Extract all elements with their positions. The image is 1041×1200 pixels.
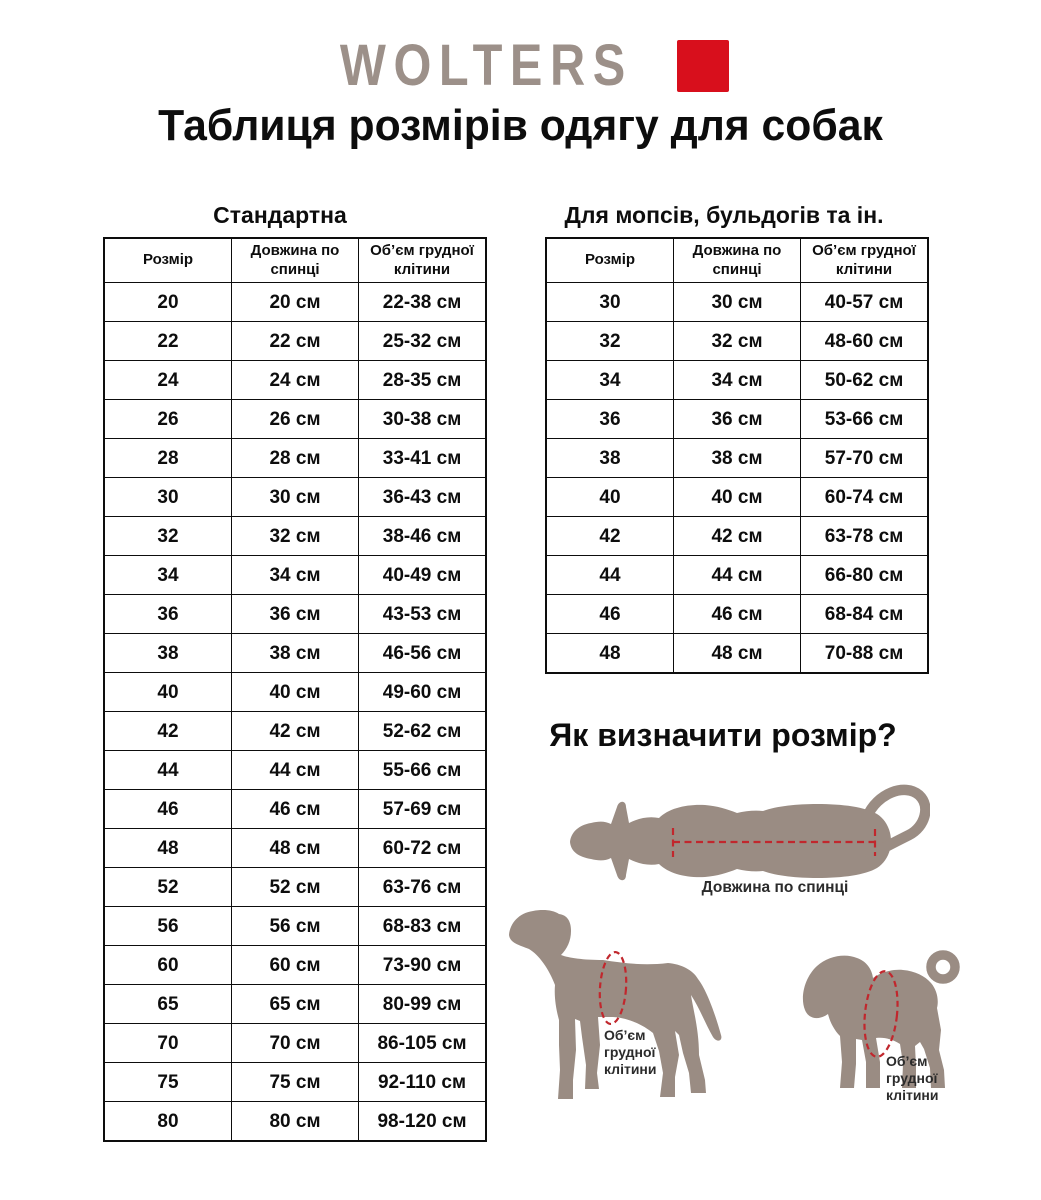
table-cell: 63-78 см — [801, 517, 929, 556]
table-cell: 42 — [546, 517, 674, 556]
table-row — [104, 907, 486, 946]
table-cell: 38 см — [232, 634, 359, 673]
back-length-label: Довжина по спинці — [701, 879, 849, 896]
table-row — [546, 322, 928, 361]
column-header: Довжина по спинці — [232, 238, 359, 283]
table-cell: 48 см — [232, 829, 359, 868]
table-cell: 30 — [546, 283, 674, 322]
table-cell: 34 см — [232, 556, 359, 595]
how-to-measure-title: Як визначити розмір? — [549, 717, 897, 753]
table-cell: 42 см — [674, 517, 801, 556]
table-cell: 65 — [104, 985, 232, 1024]
flat-faced-size-table — [545, 237, 929, 674]
table-row — [104, 751, 486, 790]
standard-table-title: Стандартна — [213, 202, 347, 228]
table-cell: 44 см — [232, 751, 359, 790]
table-cell: 32 — [546, 322, 674, 361]
table-cell: 25-32 см — [359, 322, 487, 361]
table-row — [104, 790, 486, 829]
table-cell: 60 — [104, 946, 232, 985]
table-row — [104, 283, 486, 322]
table-row — [104, 946, 486, 985]
table-cell: 26 см — [232, 400, 359, 439]
table-cell: 44 см — [674, 556, 801, 595]
table-cell: 70 — [104, 1024, 232, 1063]
table-cell: 46 см — [232, 790, 359, 829]
table-cell: 20 — [104, 283, 232, 322]
table-cell: 32 см — [674, 322, 801, 361]
table-cell: 68-84 см — [801, 595, 929, 634]
table-cell: 33-41 см — [359, 439, 487, 478]
table-cell: 20 см — [232, 283, 359, 322]
table-cell: 22 — [104, 322, 232, 361]
standard-size-table — [103, 237, 487, 1142]
table-cell: 56 см — [232, 907, 359, 946]
table-cell: 48 — [104, 829, 232, 868]
table-row — [546, 478, 928, 517]
table-cell: 36 см — [232, 595, 359, 634]
table-row — [104, 829, 486, 868]
table-row — [104, 322, 486, 361]
table-cell: 30-38 см — [359, 400, 487, 439]
table-cell: 22 см — [232, 322, 359, 361]
table-row — [104, 556, 486, 595]
table-cell: 42 — [104, 712, 232, 751]
table-cell: 66-80 см — [801, 556, 929, 595]
table-row — [546, 517, 928, 556]
table-cell: 40 — [104, 673, 232, 712]
table-cell: 49-60 см — [359, 673, 487, 712]
table-cell: 34 — [546, 361, 674, 400]
table-row — [546, 556, 928, 595]
table-cell: 75 — [104, 1063, 232, 1102]
table-row — [104, 400, 486, 439]
brand-logo-square — [677, 40, 729, 92]
table-cell: 57-70 см — [801, 439, 929, 478]
table-cell: 44 — [546, 556, 674, 595]
chest-girth-label-pug: Об’єм грудної клітини — [886, 1053, 939, 1104]
table-cell: 40 см — [232, 673, 359, 712]
table-cell: 46-56 см — [359, 634, 487, 673]
dog-top-view-silhouette — [565, 777, 930, 885]
table-row — [104, 868, 486, 907]
table-row — [104, 439, 486, 478]
table-cell: 60 см — [232, 946, 359, 985]
chest-girth-label-standing: Об’єм грудної клітини — [604, 1027, 657, 1078]
page-title: Таблиця розмірів одягу для собак — [158, 101, 883, 150]
table-cell: 56 — [104, 907, 232, 946]
table-cell: 98-120 см — [359, 1102, 487, 1142]
table-cell: 48 см — [674, 634, 801, 674]
column-header: Об’єм грудної клітини — [359, 238, 487, 283]
table-cell: 36-43 см — [359, 478, 487, 517]
table-cell: 80 см — [232, 1102, 359, 1142]
table-cell: 70-88 см — [801, 634, 929, 674]
pug-curled-tail — [931, 955, 955, 979]
table-cell: 46 — [104, 790, 232, 829]
column-header: Об’єм грудної клітини — [801, 238, 929, 283]
table-cell: 80 — [104, 1102, 232, 1142]
column-header: Розмір — [104, 238, 232, 283]
table-cell: 36 — [104, 595, 232, 634]
table-row — [104, 361, 486, 400]
table-cell: 53-66 см — [801, 400, 929, 439]
table-row — [104, 517, 486, 556]
table-row — [104, 595, 486, 634]
table-row — [546, 634, 928, 674]
table-row — [104, 634, 486, 673]
table-row — [104, 712, 486, 751]
table-row — [546, 439, 928, 478]
brand-logo-text: WOLTERS — [340, 33, 633, 98]
standard-table-header-row — [104, 238, 486, 283]
table-cell: 32 см — [232, 517, 359, 556]
table-cell: 28 — [104, 439, 232, 478]
table-cell: 86-105 см — [359, 1024, 487, 1063]
table-cell: 68-83 см — [359, 907, 487, 946]
table-cell: 50-62 см — [801, 361, 929, 400]
table-row — [104, 478, 486, 517]
table-cell: 65 см — [232, 985, 359, 1024]
table-cell: 30 см — [232, 478, 359, 517]
table-cell: 26 — [104, 400, 232, 439]
table-cell: 32 — [104, 517, 232, 556]
table-cell: 36 см — [674, 400, 801, 439]
table-cell: 44 — [104, 751, 232, 790]
table-cell: 55-66 см — [359, 751, 487, 790]
table-cell: 80-99 см — [359, 985, 487, 1024]
table-cell: 60-72 см — [359, 829, 487, 868]
table-cell: 63-76 см — [359, 868, 487, 907]
table-cell: 28-35 см — [359, 361, 487, 400]
column-header: Розмір — [546, 238, 674, 283]
table-cell: 46 см — [674, 595, 801, 634]
table-cell: 34 — [104, 556, 232, 595]
table-cell: 46 — [546, 595, 674, 634]
table-cell: 34 см — [674, 361, 801, 400]
table-cell: 40-49 см — [359, 556, 487, 595]
table-cell: 38 — [104, 634, 232, 673]
table-row — [104, 985, 486, 1024]
table-row — [546, 361, 928, 400]
table-cell: 43-53 см — [359, 595, 487, 634]
table-row — [104, 1063, 486, 1102]
table-cell: 30 — [104, 478, 232, 517]
table-cell: 38-46 см — [359, 517, 487, 556]
table-row — [104, 673, 486, 712]
table-cell: 40 — [546, 478, 674, 517]
table-cell: 48-60 см — [801, 322, 929, 361]
table-cell: 36 — [546, 400, 674, 439]
table-row — [546, 283, 928, 322]
table-cell: 38 — [546, 439, 674, 478]
table-row — [546, 595, 928, 634]
table-cell: 73-90 см — [359, 946, 487, 985]
table-cell: 24 см — [232, 361, 359, 400]
table-cell: 40-57 см — [801, 283, 929, 322]
column-header: Довжина по спинці — [674, 238, 801, 283]
table-row — [104, 1024, 486, 1063]
table-cell: 22-38 см — [359, 283, 487, 322]
table-cell: 52-62 см — [359, 712, 487, 751]
table-cell: 42 см — [232, 712, 359, 751]
table-row — [546, 400, 928, 439]
table-cell: 52 см — [232, 868, 359, 907]
table-cell: 38 см — [674, 439, 801, 478]
table-row — [104, 1102, 486, 1142]
table-cell: 57-69 см — [359, 790, 487, 829]
table-cell: 40 см — [674, 478, 801, 517]
table-cell: 92-110 см — [359, 1063, 487, 1102]
flat-faced-table-title: Для мопсів, бульдогів та ін. — [564, 202, 884, 228]
flat-faced-table-header-row — [546, 238, 928, 283]
table-cell: 28 см — [232, 439, 359, 478]
table-cell: 30 см — [674, 283, 801, 322]
table-cell: 24 — [104, 361, 232, 400]
brand-logo — [0, 33, 1041, 98]
table-cell: 60-74 см — [801, 478, 929, 517]
table-cell: 48 — [546, 634, 674, 674]
table-cell: 75 см — [232, 1063, 359, 1102]
table-cell: 52 — [104, 868, 232, 907]
table-cell: 70 см — [232, 1024, 359, 1063]
